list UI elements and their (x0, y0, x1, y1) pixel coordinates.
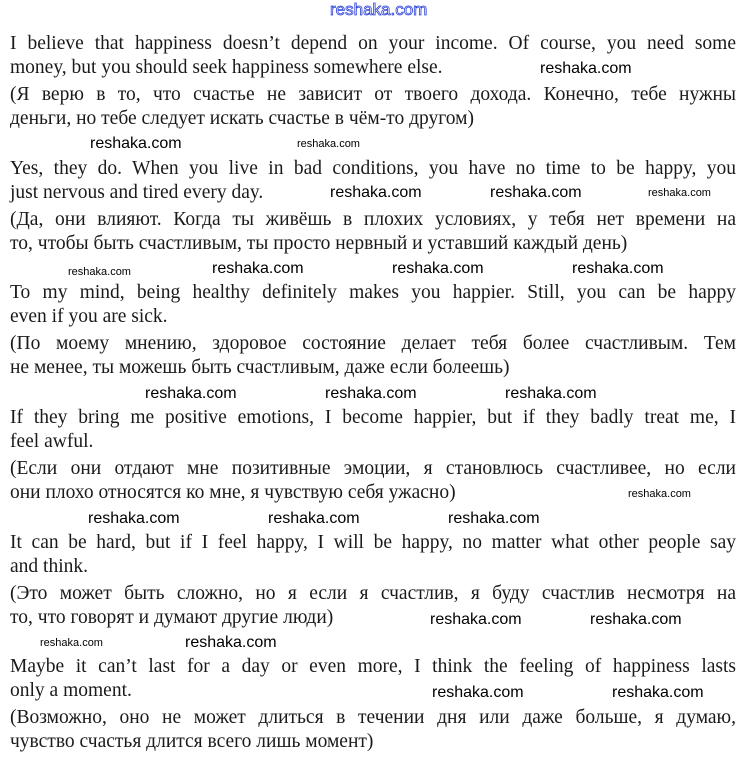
watermark: reshaka.com (572, 260, 664, 277)
watermark: reshaka.com (590, 611, 682, 628)
english-line: even if you are sick. (10, 306, 168, 327)
watermark: reshaka.com (490, 184, 582, 201)
russian-line: (По моему мнению, здоровое состояние делает тебя более счастливым. Тем (10, 333, 736, 354)
russian-line: (Я верю в то, что счастье не зависит от твоего дохода. Конечно, тебе нужны (10, 84, 736, 105)
watermark: reshaka.com (430, 611, 522, 628)
watermark: reshaka.com (325, 385, 417, 402)
russian-line: они плохо относятся ко мне, я чувствую себя ужасно) (10, 482, 456, 503)
russian-line: (Возможно, оно не может длиться в течении дня или даже больше, я думаю, (10, 707, 736, 728)
russian-line: (Если они отдают мне позитивные эмоции, я становлюсь счастливее, но если (10, 458, 736, 479)
watermark: reshaka.com (330, 184, 422, 201)
watermark: reshaka.com (268, 510, 360, 527)
russian-line: то, чтобы быть счастливым, ты просто нервный и уставший каждый день) (10, 233, 628, 254)
watermark: reshaka.com (68, 266, 131, 278)
english-line: Maybe it can’t last for a day or even more, I think the feeling of happiness lasts (10, 656, 736, 677)
watermark: reshaka.com (432, 684, 524, 701)
watermark: reshaka.com (145, 385, 237, 402)
watermark: reshaka.com (540, 60, 632, 77)
english-line: and think. (10, 556, 88, 577)
english-line: feel awful. (10, 431, 94, 452)
watermark: reshaka.com (392, 260, 484, 277)
russian-line: (Да, они влияют. Когда ты живёшь в плохих условиях, у тебя нет времени на (10, 209, 736, 230)
russian-line: деньги, но тебе следует искать счастье в чём-то другом) (10, 108, 474, 129)
watermark: reshaka.com (505, 385, 597, 402)
english-line: I believe that happiness doesn’t depend on your income. Of course, you need some (10, 33, 736, 54)
english-line: just nervous and tired every day. (10, 182, 264, 203)
watermark: reshaka.com (212, 260, 304, 277)
watermark: reshaka.com (648, 187, 711, 199)
english-line: money, but you should seek happiness somewhere else. (10, 57, 443, 78)
paragraph-1 (10, 32, 736, 131)
english-line: Yes, they do. When you live in bad conditions, you have no time to be happy, you (10, 158, 736, 179)
paragraph-2 (10, 157, 736, 256)
paragraph-6 (10, 655, 736, 754)
watermark: reshaka.com (40, 637, 103, 649)
watermark: reshaka.com (90, 135, 182, 152)
russian-line: не менее, ты можешь быть счастливым, даже если болеешь) (10, 357, 510, 378)
english-line: To my mind, being healthy definitely makes you happier. Still, you can be happy (10, 282, 736, 303)
russian-line: (Это может быть сложно, но я если я счастлив, я буду счастлив несмотря на (10, 583, 736, 604)
watermark: reshaka.com (628, 488, 691, 500)
watermark: reshaka.com (448, 510, 540, 527)
paragraph-3 (10, 281, 736, 380)
russian-line: чувство счастья длится всего лишь момент) (10, 731, 374, 752)
watermark-header: reshaka.com (330, 0, 428, 19)
english-line: It can be hard, but if I feel happy, I will be happy, no matter what other people say (10, 532, 736, 553)
english-line: only a moment. (10, 680, 132, 701)
russian-line: то, что говорят и думают другие люди) (10, 607, 334, 628)
english-line: If they bring me positive emotions, I become happier, but if they badly treat me, I (10, 407, 736, 428)
watermark: reshaka.com (297, 138, 360, 150)
watermark: reshaka.com (88, 510, 180, 527)
watermark: reshaka.com (185, 634, 277, 651)
watermark: reshaka.com (612, 684, 704, 701)
